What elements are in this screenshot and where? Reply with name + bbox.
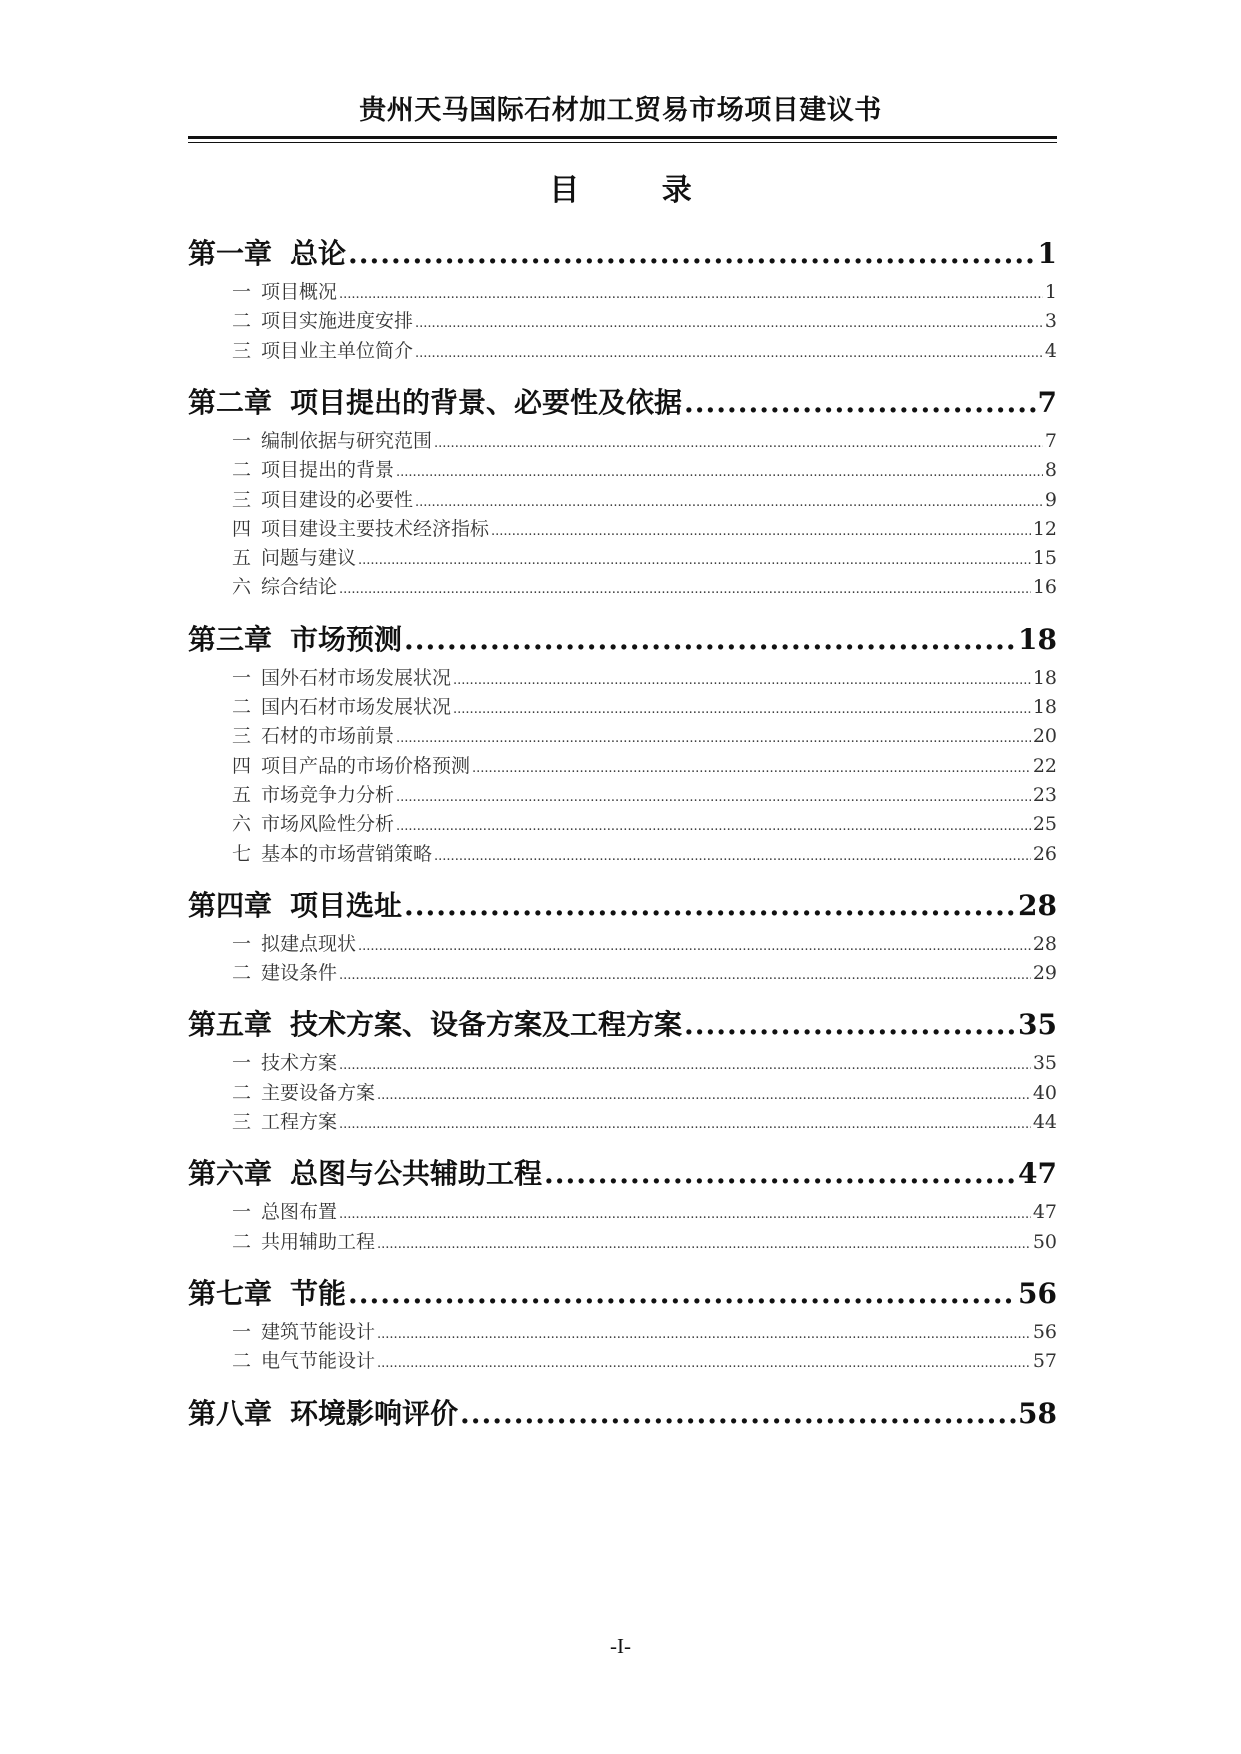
section-title: 基本的市场营销策略 [261, 842, 433, 865]
section-number: 六 [232, 576, 252, 599]
toc-section-entry[interactable] [188, 1317, 1057, 1344]
section-title: 项目产品的市场价格预测 [261, 754, 471, 777]
section-page-number: 22 [1032, 754, 1057, 777]
page-footer-number: -I- [610, 1634, 631, 1658]
chapter-number: 第五章 [188, 1008, 273, 1042]
section-title: 共用辅助工程 [261, 1230, 376, 1253]
section-number: 一 [232, 281, 252, 303]
chapter-title: 市场预测 [290, 622, 403, 656]
toc-section-entry[interactable] [188, 485, 1057, 512]
toc-section-label [232, 751, 470, 778]
dot-leader [377, 1088, 1031, 1103]
chapter-number: 第八章 [188, 1396, 273, 1430]
toc-chapter-entry[interactable] [188, 618, 1057, 658]
section-number: 二 [232, 310, 252, 333]
dot-leader [491, 524, 1031, 539]
section-page-number: 29 [1032, 962, 1057, 985]
toc-section-label [232, 809, 394, 836]
section-title: 拟建点现状 [261, 932, 357, 955]
toc-section-label [232, 780, 394, 807]
section-number: 六 [232, 813, 252, 836]
section-title: 市场风险性分析 [261, 813, 395, 836]
section-title: 项目业主单位简介 [261, 339, 414, 362]
toc-section-label [232, 543, 356, 570]
toc-section-label [232, 514, 489, 541]
toc-chapter-entry[interactable] [188, 232, 1057, 272]
section-number: 五 [232, 547, 252, 570]
toc-section-label [232, 485, 413, 512]
section-number: 一 [232, 429, 252, 452]
section-title: 工程方案 [261, 1111, 338, 1133]
chapter-number: 第二章 [188, 385, 273, 419]
dot-leader [415, 316, 1043, 331]
toc-section-entry[interactable] [188, 929, 1057, 956]
section-page-number: 35 [1032, 1052, 1057, 1075]
section-title: 项目提出的背景 [261, 459, 395, 482]
toc-chapter-entry[interactable] [188, 884, 1057, 924]
toc-section-label [232, 1107, 337, 1134]
section-number: 三 [232, 725, 252, 748]
section-title: 市场竞争力分析 [261, 783, 395, 806]
toc-section-entry[interactable] [188, 1227, 1057, 1254]
dot-leader [348, 237, 1035, 270]
chapter-title: 总图与公共辅助工程 [290, 1157, 543, 1191]
toc-section-label [232, 692, 451, 719]
section-page-number: 4 [1044, 339, 1057, 362]
section-title: 编制依据与研究范围 [261, 429, 433, 452]
dot-leader [339, 968, 1031, 983]
toc-section-label [232, 426, 432, 453]
dot-leader [434, 849, 1031, 864]
section-page-number: 57 [1032, 1350, 1057, 1373]
section-title: 项目概况 [261, 281, 338, 303]
chapter-number: 第七章 [188, 1276, 273, 1310]
section-page-number: 12 [1032, 517, 1057, 540]
toc-section-entry[interactable] [188, 1078, 1057, 1105]
section-page-number: 15 [1032, 547, 1057, 570]
section-number: 一 [232, 666, 252, 689]
section-title: 总图布置 [261, 1201, 338, 1224]
section-page-number: 40 [1032, 1081, 1057, 1104]
chapter-title: 项目选址 [290, 888, 403, 922]
section-number: 四 [232, 517, 252, 540]
toc-section-entry[interactable] [188, 1197, 1057, 1224]
toc-section-entry[interactable] [188, 692, 1057, 719]
section-number: 二 [232, 962, 252, 985]
section-page-number: 18 [1032, 696, 1057, 718]
dot-leader [396, 819, 1031, 834]
section-number: 二 [232, 1081, 252, 1104]
toc-chapter-label [188, 1003, 682, 1043]
section-number: 一 [232, 1201, 252, 1224]
toc-section-label [232, 958, 337, 985]
chapter-title: 总论 [290, 237, 347, 270]
toc-chapter-entry[interactable] [188, 1272, 1057, 1312]
toc-section-label [232, 306, 413, 333]
header-title: 贵州天马国际石材加工贸易市场项目建议书 [359, 95, 882, 126]
chapter-page-number: 18 [1018, 622, 1057, 656]
chapter-page-number: 1 [1037, 237, 1057, 270]
toc-section-label [232, 455, 394, 482]
toc-section-label [232, 1346, 375, 1373]
section-number: 一 [232, 932, 252, 955]
section-page-number: 50 [1032, 1230, 1057, 1253]
section-page-number: 44 [1032, 1111, 1057, 1133]
section-page-number: 47 [1032, 1201, 1057, 1224]
section-page-number: 56 [1032, 1320, 1057, 1343]
toc-section-entry[interactable] [188, 514, 1057, 541]
section-title: 石材的市场前景 [261, 725, 395, 748]
dot-leader [396, 790, 1031, 805]
toc-chapter-entry[interactable] [188, 1392, 1057, 1432]
header-rule-thick [188, 136, 1057, 139]
toc-section-entry[interactable] [188, 809, 1057, 836]
chapter-number: 第四章 [188, 888, 273, 922]
toc-section-entry[interactable] [188, 663, 1057, 690]
section-number: 一 [232, 1320, 252, 1343]
section-page-number: 25 [1032, 813, 1057, 836]
dot-leader [434, 436, 1043, 451]
section-number: 四 [232, 754, 252, 777]
section-number: 三 [232, 488, 252, 511]
dot-leader [339, 1058, 1031, 1073]
toc-section-label [232, 572, 337, 599]
section-title: 国外石材市场发展状况 [261, 666, 452, 689]
section-number: 二 [232, 1230, 252, 1253]
toc-chapter-label [188, 1272, 346, 1312]
toc-section-entry[interactable] [188, 958, 1057, 985]
toc-section-entry[interactable] [188, 426, 1057, 453]
toc-chapter-entry[interactable] [188, 1003, 1057, 1043]
section-number: 三 [232, 1111, 252, 1133]
toc-section-entry[interactable] [188, 1346, 1057, 1373]
section-page-number: 20 [1032, 725, 1057, 748]
toc-chapter-entry[interactable] [188, 1152, 1057, 1192]
toc-chapter-label [188, 381, 682, 421]
section-page-number: 1 [1044, 281, 1057, 303]
toc-chapter-label [188, 1392, 458, 1432]
dot-leader [358, 553, 1031, 568]
dot-leader [396, 465, 1043, 480]
section-title: 问题与建议 [261, 547, 357, 570]
toc-section-label [232, 663, 451, 690]
chapter-page-number: 58 [1018, 1396, 1057, 1430]
section-title: 项目建设主要技术经济指标 [261, 517, 490, 540]
dot-leader [453, 673, 1031, 688]
section-page-number: 23 [1032, 783, 1057, 806]
toc-section-label [232, 1078, 375, 1105]
section-page-number: 16 [1032, 576, 1057, 599]
dot-leader [339, 582, 1031, 597]
section-number: 三 [232, 339, 252, 362]
section-number: 五 [232, 783, 252, 806]
section-page-number: 9 [1044, 488, 1057, 511]
toc-section-entry[interactable] [188, 306, 1057, 333]
toc-section-label [232, 1227, 375, 1254]
section-title: 主要设备方案 [261, 1081, 376, 1104]
dot-leader [396, 731, 1031, 746]
toc-section-entry[interactable] [188, 455, 1057, 482]
toc-section-label [232, 277, 337, 304]
toc-section-label [232, 1048, 337, 1075]
dot-leader [377, 1327, 1031, 1342]
toc-section-label [232, 1317, 375, 1344]
section-number: 二 [232, 696, 252, 718]
dot-leader [472, 761, 1031, 776]
section-title: 项目实施进度安排 [261, 310, 414, 333]
section-page-number: 28 [1032, 932, 1057, 955]
section-title: 电气节能设计 [261, 1350, 376, 1373]
chapter-title: 技术方案、设备方案及工程方案 [290, 1008, 683, 1042]
toc-section-label [232, 839, 432, 866]
chapter-number: 第一章 [188, 237, 273, 270]
chapter-number: 第六章 [188, 1157, 273, 1191]
toc-chapter-label [188, 232, 346, 272]
section-page-number: 18 [1032, 666, 1057, 689]
section-page-number: 7 [1044, 429, 1057, 452]
toc-title: 目 录 [549, 173, 728, 208]
section-number: 二 [232, 1350, 252, 1373]
section-number: 二 [232, 459, 252, 482]
toc-section-entry[interactable] [188, 336, 1057, 363]
section-title: 综合结论 [261, 576, 338, 599]
dot-leader [404, 623, 1016, 656]
toc-section-label [232, 336, 413, 363]
section-title: 项目建设的必要性 [261, 488, 414, 511]
dot-leader [453, 702, 1031, 717]
dot-leader [684, 1008, 1016, 1041]
chapter-title: 项目提出的背景、必要性及依据 [290, 385, 683, 419]
chapter-number: 第三章 [188, 622, 273, 656]
dot-leader [339, 1117, 1031, 1132]
section-title: 技术方案 [261, 1052, 338, 1075]
toc-section-entry[interactable] [188, 1107, 1057, 1134]
toc-section-entry[interactable] [188, 572, 1057, 599]
section-page-number: 26 [1032, 842, 1057, 865]
chapter-page-number: 56 [1018, 1276, 1057, 1310]
toc-section-label [232, 929, 356, 956]
toc-section-entry[interactable] [188, 839, 1057, 866]
chapter-page-number: 47 [1018, 1157, 1057, 1191]
section-page-number: 8 [1044, 459, 1057, 482]
chapter-page-number: 7 [1037, 385, 1057, 419]
toc-section-label [232, 1197, 337, 1224]
dot-leader [339, 1207, 1031, 1222]
section-title: 建设条件 [261, 962, 338, 985]
toc-section-entry[interactable] [188, 277, 1057, 304]
chapter-title: 环境影响评价 [290, 1396, 459, 1430]
toc-section-entry[interactable] [188, 543, 1057, 570]
toc-chapter-label [188, 1152, 542, 1192]
toc-section-entry[interactable] [188, 1048, 1057, 1075]
section-number: 七 [232, 842, 252, 865]
toc-chapter-label [188, 884, 402, 924]
dot-leader [544, 1157, 1016, 1190]
toc-chapter-label [188, 618, 402, 658]
dot-leader [404, 889, 1016, 922]
dot-leader [377, 1356, 1031, 1371]
header-rule-thin [188, 142, 1057, 143]
toc-section-entry[interactable] [188, 780, 1057, 807]
toc-section-entry[interactable] [188, 721, 1057, 748]
dot-leader [684, 386, 1035, 419]
toc-section-entry[interactable] [188, 751, 1057, 778]
chapter-page-number: 35 [1018, 1008, 1057, 1042]
section-page-number: 3 [1044, 310, 1057, 333]
section-title: 国内石材市场发展状况 [261, 696, 452, 718]
dot-leader [348, 1277, 1016, 1310]
chapter-title: 节能 [290, 1276, 347, 1310]
section-title: 建筑节能设计 [261, 1320, 376, 1343]
dot-leader [415, 346, 1043, 361]
dot-leader [415, 495, 1043, 510]
dot-leader [377, 1237, 1031, 1252]
dot-leader [339, 287, 1043, 302]
section-number: 一 [232, 1052, 252, 1075]
dot-leader [460, 1397, 1016, 1430]
toc-chapter-entry[interactable] [188, 381, 1057, 421]
toc-section-label [232, 721, 394, 748]
chapter-page-number: 28 [1018, 888, 1057, 922]
dot-leader [358, 939, 1031, 954]
